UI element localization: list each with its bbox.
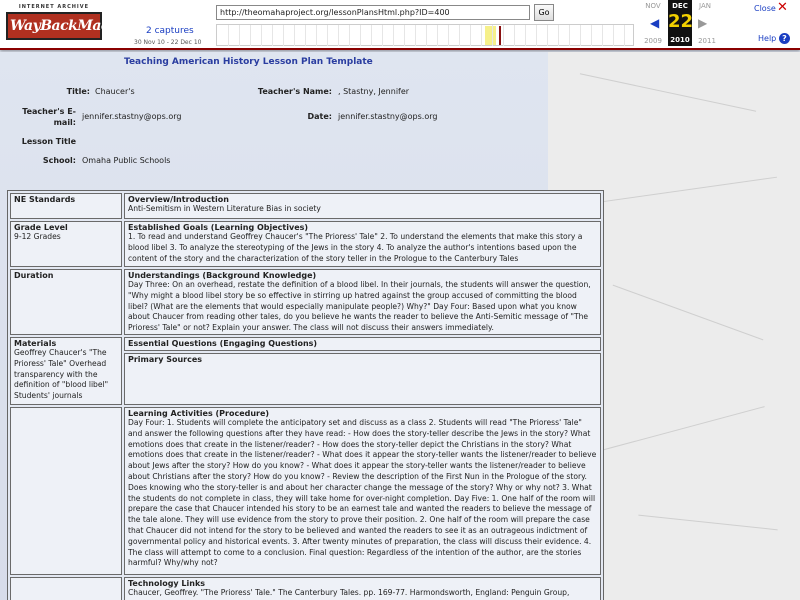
grade-level-cell	[10, 221, 122, 267]
help-link[interactable]: Help	[758, 34, 777, 43]
sparkline-month-tick	[448, 25, 449, 46]
sparkline-month-tick	[283, 25, 284, 46]
capture-range: 30 Nov 10 - 22 Dec 10	[134, 39, 202, 46]
essential-questions-heading: Essential Questions (Engaging Questions)	[128, 339, 318, 348]
sparkline-capture-mark[interactable]	[499, 26, 501, 45]
close-icon[interactable]: ✕	[777, 0, 788, 15]
capture-sparkline[interactable]	[216, 24, 634, 46]
captures-link[interactable]: 2 captures	[146, 26, 194, 36]
title-value: Chaucer's	[95, 87, 135, 96]
essential-questions-cell	[124, 337, 601, 351]
goals-text: 1. To read and understand Geoffrey Chaucer's "The Prioress' Tale" 2. To understand the elements that make this story a blood libel 3. To analyze the stereotyping of the Jews in the story 4. To analyze the author's intentions based upon the content of the story and the characterization of the story teller in the Prologue to the Canterbury Tales	[128, 232, 583, 263]
sparkline-month-tick	[228, 25, 229, 46]
date-value: jennifer.stastny@ops.org	[338, 112, 438, 121]
email-label-line1: Teacher's E-	[22, 107, 76, 116]
title-label: Title:	[66, 87, 90, 96]
ne-standards-cell	[10, 193, 122, 219]
sparkline-month-tick	[327, 25, 328, 46]
logo-top-text: INTERNET ARCHIVE	[18, 4, 90, 10]
materials-text: Geoffrey Chaucer's "The Prioress' Tale" Overhead transparency with the definition of "blood libel" Students' journals	[14, 348, 109, 401]
sparkline-month-tick	[371, 25, 372, 46]
overview-heading: Overview/Introduction	[128, 195, 229, 204]
overview-text: Anti-Semitism in Western Literature Bias in society	[128, 204, 321, 213]
logo-main-text: WayBackMachine	[6, 12, 102, 40]
grade-level-heading: Grade Level	[14, 223, 68, 232]
teacher-name-label: Teacher's Name:	[257, 87, 332, 96]
activities-heading: Learning Activities (Procedure)	[128, 409, 270, 418]
sparkline-month-tick	[261, 25, 262, 46]
school-value: Omaha Public Schools	[82, 156, 171, 165]
sparkline-month-tick	[613, 25, 614, 46]
sparkline-month-tick	[349, 25, 350, 46]
lesson-plan-table	[7, 190, 604, 600]
grade-level-text: 9-12 Grades	[14, 232, 61, 241]
next-year[interactable]: 2011	[698, 37, 716, 45]
sparkline-month-tick	[360, 25, 361, 46]
materials-heading: Materials	[14, 339, 57, 348]
ne-standards-heading: NE Standards	[14, 195, 76, 204]
sparkline-month-tick	[437, 25, 438, 46]
prev-month[interactable]: NOV	[645, 2, 661, 10]
technology-text: Chaucer, Geoffrey. "The Prioress' Tale." The Canterbury Tales. pp. 169-77. Harmondsworth, England: Penguin Group,	[128, 588, 570, 597]
technology-left-cell	[10, 577, 122, 600]
sparkline-highlight	[485, 26, 496, 45]
sparkline-month-tick	[294, 25, 295, 46]
sparkline-month-tick	[305, 25, 306, 46]
technology-cell	[124, 577, 601, 600]
materials-cell	[10, 337, 122, 405]
wayback-logo[interactable]	[6, 4, 142, 46]
primary-sources-cell	[124, 353, 601, 405]
email-value: jennifer.stastny@ops.org	[82, 112, 182, 121]
sparkline-month-tick	[272, 25, 273, 46]
sparkline-month-tick	[580, 25, 581, 46]
activities-left-cell	[10, 407, 122, 575]
sparkline-month-tick	[481, 25, 482, 46]
sparkline-month-tick	[514, 25, 515, 46]
primary-sources-heading: Primary Sources	[128, 355, 203, 364]
sparkline-month-tick	[591, 25, 592, 46]
duration-heading: Duration	[14, 271, 54, 280]
goals-heading: Established Goals (Learning Objectives)	[128, 223, 309, 232]
sparkline-month-tick	[536, 25, 537, 46]
activities-cell	[124, 407, 601, 575]
url-input[interactable]: http://theomahaproject.org/lessonPlansHtml.php?ID=400	[216, 5, 530, 20]
next-capture-arrow-icon: ▶	[698, 16, 708, 30]
overview-cell	[124, 193, 601, 219]
understandings-text: Day Three: On an overhead, restate the definition of a blood libel. In their journals, the students will answer the question, "Why might a blood libel story be so effective in stirring up hatred against the group accused of committing the blood libel? (What are the elements that would especially manipulate people?) Why?" Day Four: Based upon what you know about Chaucer from reading other tales, do you believe he wants the reader to believe the Anti-Semitic message of "The Prioress' Tale" or not? Explain your answer. The class will not discuss their answers immediately.	[128, 280, 591, 333]
sparkline-month-tick	[239, 25, 240, 46]
current-month: DEC	[672, 2, 688, 10]
prev-year[interactable]: 2009	[644, 37, 662, 45]
sparkline-month-tick	[250, 25, 251, 46]
next-month[interactable]: JAN	[699, 2, 711, 10]
teacher-name-value: , Stastny, Jennifer	[338, 87, 410, 96]
understandings-heading: Understandings (Background Knowledge)	[128, 271, 317, 280]
sparkline-month-tick	[602, 25, 603, 46]
sparkline-month-tick	[624, 25, 625, 46]
understandings-cell	[124, 269, 601, 335]
sparkline-month-tick	[558, 25, 559, 46]
prev-capture-arrow-icon[interactable]: ◀	[650, 16, 660, 30]
lesson-title-label: Lesson Title	[21, 137, 76, 146]
duration-cell	[10, 269, 122, 335]
sparkline-month-tick	[404, 25, 405, 46]
email-label-line2: mail:	[53, 118, 76, 127]
sparkline-month-tick	[470, 25, 471, 46]
activities-text: Day Four: 1. Students will complete the anticipatory set and discuss as a class 2. Students will read "The Prioress' Tale" and answer the following questions after they have read: - How does the story-teller describe the Jews in the story? What emotions does that create in the listener/reader? - How does the story-teller depict the Christians in the story? What emotions does that create in the listener/reader? - What does it appear the story-teller wants the listener/reader to believe about Jews after the story? How do you know? - What does it appear the story-teller wants the listener/reader to believe about Christians after the story? How do you know? - Review the description of the First Nun in the Prologue of the story. Does knowing who the story-teller is and about her character change the message of the story? Why or why not? 3. What the students do not complete in class, they will take home for over-night completion. Day Five: 1. One half of the room will prepare the case that Chaucer intended his story to be an earnest tale and wanted the readers to believe the message of the tale alone. They will use evidence from the story to prove their position. 2. One half of the room will prepare the case that Chaucer did not intend for the story to be believed and wanted the readers to see it as an outrageous indictment of governmental policy and historical events. 3. After twenty minutes of preparation, the class will discuss their evidence. 4. The class will attempt to come to a conclusion. Final question: Regardless of the intention of the author, are the stories harmful? Why/why not?	[128, 418, 597, 568]
school-label: School:	[42, 156, 76, 165]
sparkline-month-tick	[525, 25, 526, 46]
date-label: Date:	[307, 112, 332, 121]
sparkline-month-tick	[426, 25, 427, 46]
sparkline-month-tick	[316, 25, 317, 46]
sparkline-month-tick	[569, 25, 570, 46]
sparkline-month-tick	[459, 25, 460, 46]
go-button[interactable]: Go	[534, 4, 554, 21]
technology-heading: Technology Links	[128, 579, 206, 588]
sparkline-month-tick	[415, 25, 416, 46]
wayback-toolbar	[0, 0, 800, 50]
page-title: Teaching American History Lesson Plan Template	[124, 57, 373, 67]
sparkline-month-tick	[503, 25, 504, 46]
goals-cell	[124, 221, 601, 267]
sparkline-month-tick	[547, 25, 548, 46]
sparkline-month-tick	[382, 25, 383, 46]
sparkline-month-tick	[338, 25, 339, 46]
sparkline-month-tick	[393, 25, 394, 46]
current-day: 22	[668, 11, 694, 32]
sparkline-month-tick	[492, 25, 493, 46]
close-link[interactable]: Close	[754, 4, 776, 13]
current-year: 2010	[670, 36, 690, 44]
help-icon[interactable]: ?	[779, 33, 790, 44]
